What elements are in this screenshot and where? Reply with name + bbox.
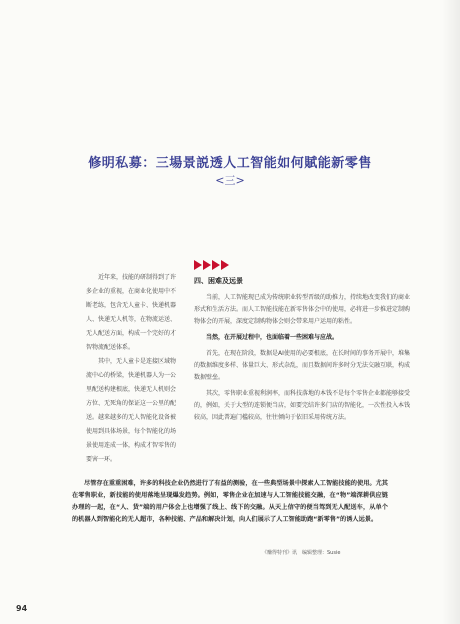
- page-number: 94: [16, 604, 28, 613]
- page-edge-shadow: [442, 0, 460, 624]
- left-column: [86, 271, 176, 467]
- section-paragraph-1: 当前，人工智能现已成为传统职业转型晋级的助推力，持续地改变我们的商业形式和生活方法。而人工智能技能在新零售体会中的使用，必将进一步推进定制购物体会的开展，深度定制购物体会则会带来用户运用的粘性。: [194, 294, 411, 325]
- article-title: 修明私募：三場景説透人工智能如何賦能新零售: [88, 156, 372, 171]
- right-column: [194, 292, 410, 428]
- section-paragraph-3: 首先，在现在阶段，数据是AI使用的必要根底，在长时间的事务开展中，堆集的数据维度多样、体量巨大、形式杂乱，而且数据间许多时分无法交融互联，构成数据壁垒。: [194, 350, 411, 381]
- section-heading: 四、困难及远景: [194, 277, 243, 285]
- left-paragraph-2: 其中，无人童卡是连接区域物流中心的桥梁，快递机器人为一公里配送构建根底，快递无人机则会方位、无死角的保证这一公里的配送。越来越多的无人智能化设备被使用到具体场景，每个智能化的场景使用连成一体，构成才智零售的要害一环。: [86, 358, 177, 463]
- closing-text: 尽管存在重重困难，许多的科技企业仍然进行了有益的测验，在一些典型场景中探索人工智能技能的使用。尤其在零售职业，新技能的使用落地呈现爆发趋势。例如，零售企业在加速与人工智能技能交融，在“物”端深耕供应链办理的一起，在“人、货”端的用户体会上也增强了线上、线下的交融。从天上信守的便当驾到无人配送车，从单个的机器人到智能化的无人超市，各种技能、产品和解决计划，向人们展示了人工智能助跑“新零售”的诱人远景。: [72, 480, 388, 523]
- section-arrows-icon: [194, 260, 229, 270]
- left-paragraph-1: 近年来，技能的研制得到了许多企业的重视，在商业化使用中不断老练，包含无人童卡、快递机器人、快递无人机等，在物流运送、无人配送方面，构成一个完好的才智物流配送体系。: [86, 274, 177, 351]
- section-paragraph-4: 其次，零售职业重视利润率，而科技落地的本钱不是每个零售企业都能够接受的，例如，关于大型的连锁便当店，如要完结许多门店的智能化，一次性投入本钱较高，因此普遍门槛较高，往往倾向于依旧采用传统方法。: [194, 390, 411, 421]
- closing-paragraph: [72, 478, 388, 526]
- section-paragraph-2: 当然，在开展过程中，也面临着一些困难与应战。: [206, 334, 339, 341]
- source-credit: 《赚得特刊》讯 编辑整理：Susie: [262, 550, 341, 556]
- article-subtitle: <三>: [215, 174, 245, 187]
